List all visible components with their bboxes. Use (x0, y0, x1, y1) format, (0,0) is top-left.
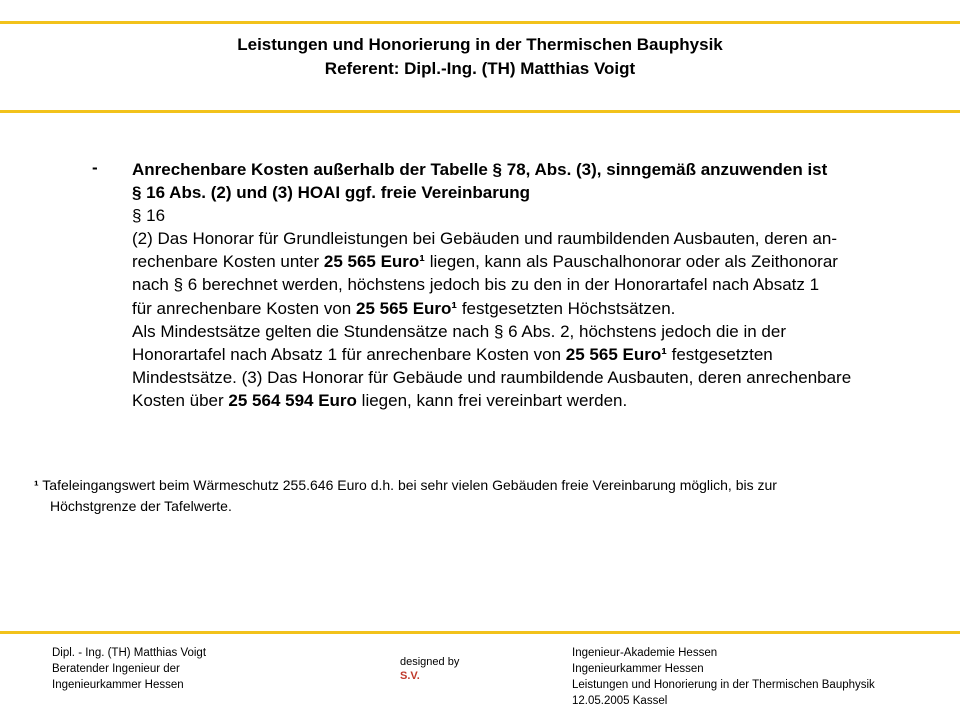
text-span: festgesetzten Höchstsätzen. (457, 298, 676, 318)
bullet-dash: - (92, 158, 98, 177)
footer-right-line: Ingenieurkammer Hessen (572, 663, 704, 675)
text-span: Honorartafel nach Absatz 1 für anrechenbare Kosten von (132, 344, 566, 364)
text-span: für anrechenbare Kosten von (132, 298, 356, 318)
paragraph-line: nach § 6 berechnet werden, höchstens jedoch bis zu den in der Honorartafel nach Absatz 1 (132, 275, 820, 295)
paragraph-line: Als Mindestsätze gelten die Stundensätze nach § 6 Abs. 2, höchstens jedoch die in der (132, 321, 786, 341)
footer-right (572, 645, 875, 709)
text-span: liegen, kann frei vereinbart werden. (356, 390, 628, 410)
paragraph-line (132, 250, 932, 273)
paragraph-line: Mindestsätze. (3) Das Honorar für Gebäude und raumbildende Ausbauten, deren anrechenbare (132, 367, 852, 387)
page-subtitle: Referent: Dipl.-Ing. (TH) Matthias Voigt (324, 59, 636, 78)
footer-left-line: Beratender Ingenieur der (52, 663, 180, 675)
text-span: Kosten über (132, 390, 229, 410)
footer-rule (0, 631, 960, 634)
main-text (132, 158, 932, 412)
text-span: liegen, kann als Pauschalhonorar oder als Zeithonorar (424, 252, 838, 272)
footnote (34, 475, 934, 517)
footnote-line-1 (34, 475, 934, 496)
section-label: § 16 (132, 206, 166, 226)
footer-left (52, 645, 206, 693)
amount-span: 25 565 Euro¹ (565, 344, 667, 364)
heading-line-2: § 16 Abs. (2) und (3) HOAI ggf. freie Vereinbarung (132, 183, 530, 203)
text-span: rechenbare Kosten unter (132, 252, 324, 272)
footer-right-line: Leistungen und Honorierung in der Thermischen Bauphysik (572, 679, 875, 691)
designer-initials: S.V. (400, 670, 420, 682)
footnote-line-2: Höchstgrenze der Tafelwerte. (50, 498, 232, 514)
footnote-marker: ¹ (34, 477, 39, 493)
footer-left-line: Dipl. - Ing. (TH) Matthias Voigt (52, 647, 207, 659)
heading-line-1: Anrechenbare Kosten außerhalb der Tabelle § 78, Abs. (3), sinngemäß anzuwenden ist (132, 160, 828, 179)
top-rule (0, 21, 960, 24)
paragraph-line (132, 297, 932, 320)
header-rule (0, 110, 960, 113)
footer-left-line: Ingenieurkammer Hessen (52, 679, 184, 691)
designed-by (400, 655, 459, 683)
amount-span: 25 565 Euro¹ (355, 298, 458, 318)
footer-right-line: Ingenieur-Akademie Hessen (572, 647, 718, 659)
amount-span: 25 564 594 Euro (228, 390, 357, 410)
paragraph-line: (2) Das Honorar für Grundleistungen bei Gebäuden und raumbildenden Ausbauten, deren an- (132, 229, 838, 249)
paragraph-line (132, 389, 932, 412)
footer-right-line: 12.05.2005 Kassel (572, 695, 668, 707)
paragraph-line (132, 343, 932, 366)
designed-by-label: designed by (400, 656, 460, 668)
text-span: festgesetzten (666, 344, 773, 364)
amount-span: 25 565 Euro¹ (323, 252, 425, 272)
page-title: Leistungen und Honorierung in der Thermischen Bauphysik (237, 35, 723, 54)
footnote-text: Tafeleingangswert beim Wärmeschutz 255.646 Euro d.h. bei sehr vielen Gebäuden freie Vereinbarung möglich, bis zur (38, 477, 777, 493)
